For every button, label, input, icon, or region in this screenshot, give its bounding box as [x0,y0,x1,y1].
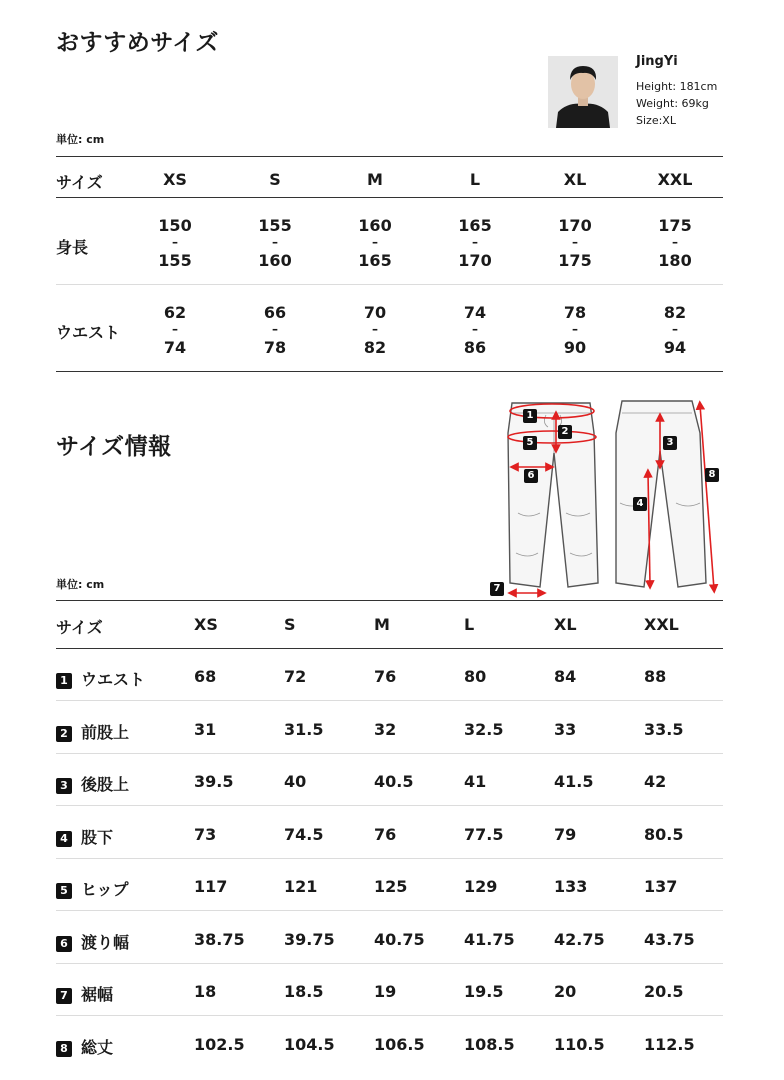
diagram-badge-3: 3 [663,436,677,450]
range-start: 82 [663,303,687,322]
measurement-value: 77.5 [464,825,504,844]
measurement-value: 41 [464,772,487,791]
measurement-number-badge: 4 [56,831,72,847]
range-end: 78 [263,338,287,357]
model-height: Height: 181cm [636,80,718,93]
range-end: 155 [158,251,192,270]
diagram-badge-6: 6 [524,469,538,483]
range-separator: – [672,235,678,249]
measurement-number-badge: 7 [56,988,72,1004]
range-end: 94 [663,338,687,357]
measurement-value: 79 [554,825,577,844]
measurement-value: 74.5 [284,825,324,844]
header-size-label: サイズ [56,173,103,192]
range-end: 170 [458,251,492,270]
measurement-value: 125 [374,877,408,896]
measurement-value: 39.75 [284,930,335,949]
range-separator: – [572,322,578,336]
measurement-value: 31.5 [284,720,324,739]
pants-measurement-diagram [488,393,724,603]
range-start: 70 [363,303,387,322]
header-l: L [464,615,475,634]
model-name: JingYi [636,54,678,69]
range-end: 165 [358,251,392,270]
measurement-label: 後股上 [81,775,130,794]
row-label [56,1035,113,1058]
measurement-label: 前股上 [81,723,130,742]
range-start: 170 [558,216,592,235]
measurement-value: 121 [284,877,318,896]
measurement-value: 84 [554,667,577,686]
range-separator: – [572,235,578,249]
size-info-title: サイズ情報 [56,434,172,460]
range-end: 82 [363,338,387,357]
diagram-badge-1: 1 [523,409,537,423]
measurement-value: 43.75 [644,930,695,949]
header-s: S [284,615,296,634]
measurement-value: 42.75 [554,930,605,949]
table-divider [56,197,723,198]
range-start: 165 [458,216,492,235]
measurement-value: 40.5 [374,772,414,791]
measurement-value: 19.5 [464,982,504,1001]
measurement-label: ウエスト [81,670,146,689]
measurement-value: 40 [284,772,307,791]
header-s: S [269,170,281,189]
range-separator: – [472,235,478,249]
range-end: 180 [658,251,692,270]
measurement-value: 20 [554,982,577,1001]
measurement-value: 41.5 [554,772,594,791]
measurement-value: 106.5 [374,1035,425,1054]
range-end: 175 [558,251,592,270]
measurement-value: 112.5 [644,1035,695,1054]
range-separator: – [172,235,178,249]
measurement-number-badge: 5 [56,883,72,899]
range-end: 90 [563,338,587,357]
table-divider [56,600,723,601]
range-start: 160 [358,216,392,235]
row-label [56,930,129,953]
measurement-label: 股下 [81,828,114,847]
range-end: 86 [463,338,487,357]
range-end: 160 [258,251,292,270]
measurement-value: 32.5 [464,720,504,739]
measurement-label: 裾幅 [81,985,114,1004]
measurement-value: 88 [644,667,667,686]
diagram-badge-4: 4 [633,497,647,511]
header-m: M [367,170,383,189]
measurement-value: 80.5 [644,825,684,844]
row-divider [56,1015,723,1016]
measurement-value: 117 [194,877,228,896]
measurement-value: 20.5 [644,982,684,1001]
range-start: 74 [463,303,487,322]
measurement-number-badge: 8 [56,1041,72,1057]
row-divider [56,963,723,964]
measurement-value: 40.75 [374,930,425,949]
row-label [56,772,129,795]
header-xl: XL [563,170,587,189]
header-size-label: サイズ [56,618,103,637]
measurement-value: 129 [464,877,498,896]
measurement-number-badge: 1 [56,673,72,689]
unit-label: 単位: cm [56,133,105,146]
range-separator: – [472,322,478,336]
header-xs: XS [163,170,187,189]
header-xxl: XXL [657,170,693,189]
measurement-value: 108.5 [464,1035,515,1054]
range-start: 150 [158,216,192,235]
measurement-value: 133 [554,877,588,896]
recommended-size-title: おすすめサイズ [56,30,219,56]
measurement-value: 18 [194,982,217,1001]
row-label [56,720,129,743]
header-l: L [469,170,481,189]
measurement-value: 73 [194,825,217,844]
range-separator: – [372,322,378,336]
measurement-value: 110.5 [554,1035,605,1054]
header-m: M [374,615,390,634]
row-label: 身長 [56,238,89,257]
row-divider [56,700,723,701]
measurement-value: 42 [644,772,667,791]
measurement-label: 渡り幅 [81,933,130,952]
header-xl: XL [554,615,577,634]
range-start: 62 [163,303,187,322]
diagram-badge-2: 2 [558,425,572,439]
measurement-value: 31 [194,720,217,739]
row-label [56,982,113,1005]
measurement-value: 104.5 [284,1035,335,1054]
measurement-value: 41.75 [464,930,515,949]
diagram-badge-7: 7 [490,582,504,596]
measurement-value: 72 [284,667,307,686]
table-divider [56,648,723,649]
row-divider [56,858,723,859]
table-divider [56,156,723,157]
measurement-value: 33.5 [644,720,684,739]
range-end: 74 [163,338,187,357]
row-label [56,667,145,690]
diagram-badge-8: 8 [705,468,719,482]
model-photo [548,56,618,128]
measurement-value: 68 [194,667,217,686]
measurement-number-badge: 3 [56,778,72,794]
measurement-label: ヒップ [81,880,129,899]
range-start: 66 [263,303,287,322]
header-xs: XS [194,615,218,634]
measurement-value: 32 [374,720,397,739]
measurement-value: 102.5 [194,1035,245,1054]
row-label [56,825,113,848]
range-separator: – [672,322,678,336]
range-start: 155 [258,216,292,235]
measurement-value: 38.75 [194,930,245,949]
unit-label: 単位: cm [56,578,105,591]
range-start: 175 [658,216,692,235]
measurement-value: 76 [374,825,397,844]
measurement-label: 総丈 [81,1038,114,1057]
range-separator: – [272,235,278,249]
measurement-value: 19 [374,982,397,1001]
model-size: Size:XL [636,114,676,127]
range-separator: – [172,322,178,336]
row-divider [56,284,723,285]
header-xxl: XXL [644,615,679,634]
row-divider [56,805,723,806]
row-divider [56,910,723,911]
row-label: ウエスト [56,323,121,342]
diagram-badge-5: 5 [523,436,537,450]
measurement-value: 137 [644,877,678,896]
row-divider [56,753,723,754]
measurement-value: 76 [374,667,397,686]
range-separator: – [372,235,378,249]
measurement-value: 39.5 [194,772,234,791]
table-divider [56,371,723,372]
measurement-value: 33 [554,720,577,739]
measurement-value: 18.5 [284,982,324,1001]
model-weight: Weight: 69kg [636,97,709,110]
measurement-number-badge: 6 [56,936,72,952]
range-separator: – [272,322,278,336]
range-start: 78 [563,303,587,322]
row-label [56,877,129,900]
measurement-value: 80 [464,667,487,686]
measurement-number-badge: 2 [56,726,72,742]
